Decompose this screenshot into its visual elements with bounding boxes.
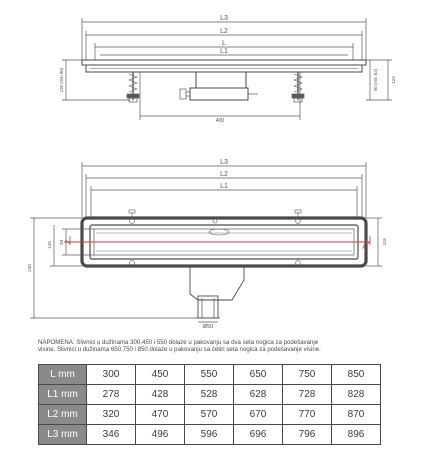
plan-dim-label-right: 118 bbox=[382, 238, 387, 246]
table-row bbox=[39, 425, 381, 445]
table-cell: 870 bbox=[332, 405, 381, 425]
table-cell: 300 bbox=[87, 365, 136, 385]
table-cell: 528 bbox=[185, 385, 234, 405]
table-cell: 470 bbox=[136, 405, 185, 425]
plan-dim-label-left-outer: 240 bbox=[27, 264, 32, 272]
table-cell: 550 bbox=[185, 365, 234, 385]
section-marker-label: A bbox=[362, 245, 366, 251]
table-row bbox=[39, 385, 381, 405]
row-header: L1 mm bbox=[39, 385, 87, 405]
installation-note bbox=[38, 339, 418, 354]
channel-top-plate bbox=[82, 60, 366, 65]
dim-label-l: L bbox=[222, 40, 226, 47]
table-cell: 320 bbox=[87, 405, 136, 425]
table-cell: 850 bbox=[332, 365, 381, 385]
dim-label-right-height: 90 (min 52) bbox=[373, 68, 378, 92]
row-header: L mm bbox=[39, 365, 87, 385]
plan-dim-label-l3: L3 bbox=[220, 159, 228, 166]
dim-label-l1: L1 bbox=[220, 48, 228, 55]
table-cell: 496 bbox=[136, 425, 185, 445]
row-header: L2 mm bbox=[39, 405, 87, 425]
adjustable-leg-right bbox=[292, 72, 304, 102]
dim-label-right-outer: 123 bbox=[391, 76, 396, 84]
outlet-diameter-label: Ø50 bbox=[202, 324, 214, 330]
table-cell: 596 bbox=[185, 425, 234, 445]
table-cell: 628 bbox=[234, 385, 283, 405]
dim-label-l2: L2 bbox=[220, 28, 228, 35]
table-cell: 896 bbox=[332, 425, 381, 445]
outlet-pipe bbox=[190, 88, 248, 100]
row-header: L3 mm bbox=[39, 425, 87, 445]
table-cell: 570 bbox=[185, 405, 234, 425]
plan-dim-label-left-mid: 120 bbox=[47, 241, 52, 249]
table-cell: 828 bbox=[332, 385, 381, 405]
table-cell: 728 bbox=[283, 385, 332, 405]
plan-dim-label-l2: L2 bbox=[220, 171, 228, 178]
table-row bbox=[39, 405, 381, 425]
table-cell: 346 bbox=[87, 425, 136, 445]
table-cell: 278 bbox=[87, 385, 136, 405]
adjustable-leg-left bbox=[127, 72, 139, 102]
table-cell: 450 bbox=[136, 365, 185, 385]
note-line-1: NAPOMENA: Slivnici u dužinama 300,450 i 550 dolaze u pakovanju sa dva seta nogica za podešavanje bbox=[38, 339, 319, 346]
table-cell: 770 bbox=[283, 405, 332, 425]
dim-label-l3: L3 bbox=[220, 15, 228, 22]
plan-dim-label-l1: L1 bbox=[220, 183, 228, 190]
table-cell: 428 bbox=[136, 385, 185, 405]
outlet-body bbox=[196, 72, 246, 88]
table-cell: 796 bbox=[283, 425, 332, 445]
table-cell: 670 bbox=[234, 405, 283, 425]
table-cell: 650 bbox=[234, 365, 283, 385]
dimension-table bbox=[38, 364, 381, 445]
table-cell: 750 bbox=[283, 365, 332, 385]
plan-dim-label-left-inner: 84 bbox=[59, 239, 64, 245]
table-cell: 696 bbox=[234, 425, 283, 445]
dim-label-left-height: 120 (min 85) bbox=[59, 67, 64, 93]
plan-outlet bbox=[190, 266, 244, 318]
note-line-2: visine. Slivnici u dužinama 650,750 i 850 dolaze u pakovanju sa četiri seta nogica za podešavanje visine. bbox=[38, 346, 321, 354]
section-line-a bbox=[64, 236, 370, 244]
table-row bbox=[39, 365, 381, 385]
dim-label-width: 400 bbox=[215, 118, 225, 124]
